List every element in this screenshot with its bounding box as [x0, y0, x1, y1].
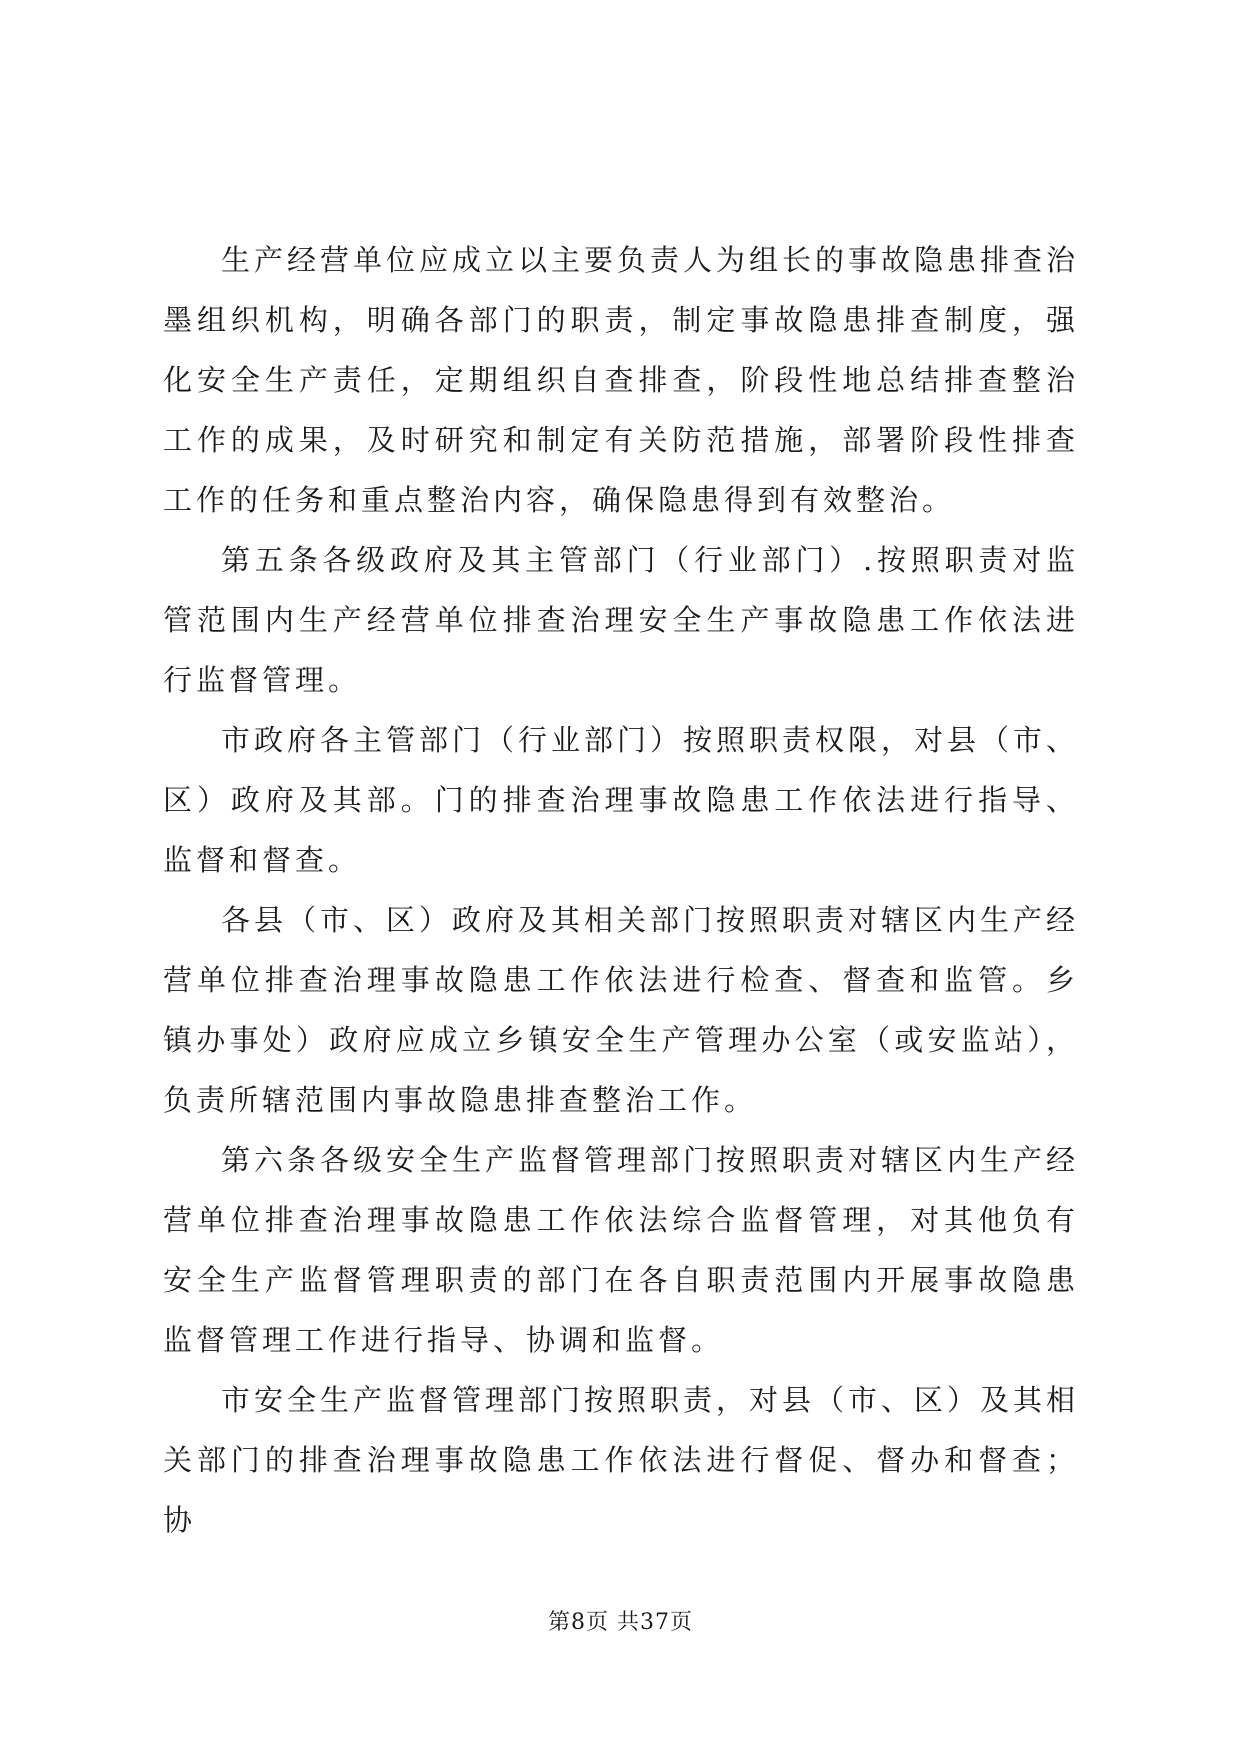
- page-footer: [0, 1605, 1241, 1636]
- paragraph-1: 生产经营单位应成立以主要负责人为组长的事故隐患排查治墨组织机构，明确各部门的职责，制定事故隐患排查制度，强化安全生产责任，定期组织自查排查，阶段性地总结排查整治工作的成果，及时研究和制定有关防范措施，部署阶段性排查工作的任务和重点整治内容，确保隐患得到有效整治。: [163, 243, 1080, 517]
- document-body: [163, 230, 1079, 1550]
- paragraph-6: 市安全生产监督管理部门按照职责，对县（市、区）及其相关部门的排查治理事故隐患工作依法进行督促、督办和督查；协: [163, 1383, 1080, 1537]
- paragraph-4: 各县（市、区）政府及其相关部门按照职责对辖区内生产经营单位排查治理事故隐患工作依法进行检查、督查和监管。乡镇办事处）政府应成立乡镇安全生产管理办公室（或安监站），负责所辖范围内事故隐患排查整治工作。: [163, 903, 1080, 1117]
- paragraph-5: 第六条各级安全生产监督管理部门按照职责对辖区内生产经营单位排查治理事故隐患工作依法综合监督管理，对其他负有安全生产监督管理职责的部门在各自职责范围内开展事故隐患监督管理工作进行指导、协调和监督。: [163, 1143, 1080, 1357]
- paragraph-3: 市政府各主管部门（行业部门）按照职责权限，对县（市、区）政府及其部。门的排查治理事故隐患工作依法进行指导、监督和督查。: [163, 723, 1080, 877]
- page-number-label: 第8页 共37页: [548, 1610, 693, 1635]
- paragraph-2: 第五条各级政府及其主管部门（行业部门）.按照职责对监管范围内生产经营单位排查治理安全生产事故隐患工作依法进行监督管理。: [163, 543, 1079, 697]
